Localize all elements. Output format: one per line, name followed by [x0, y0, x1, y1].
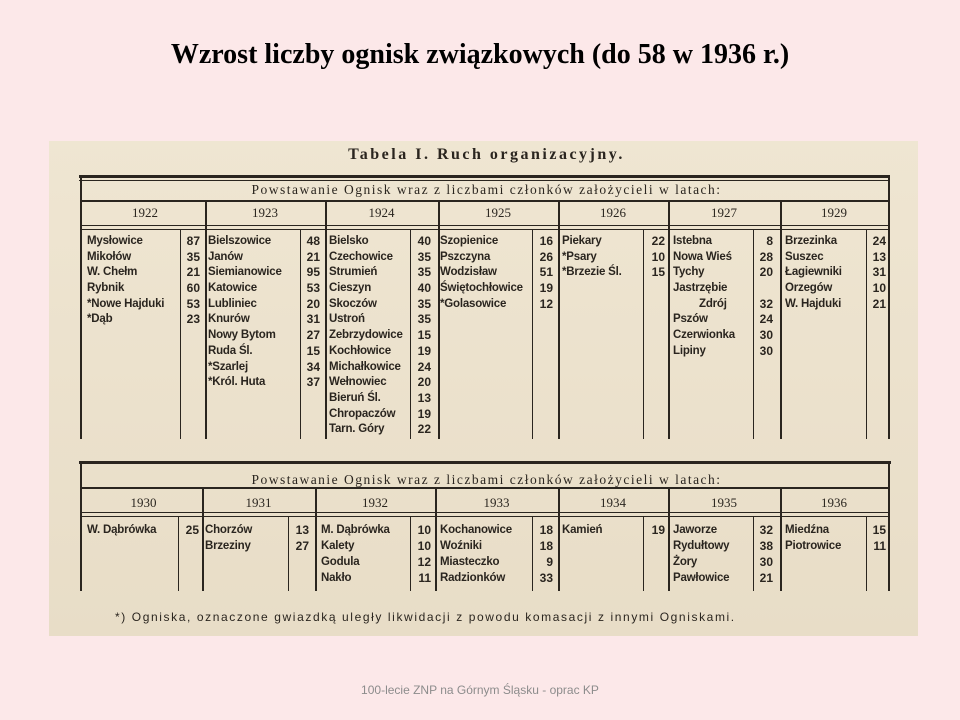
- section-header: Powstawanie Ognisk wraz z liczbami członków założycieli w latach:: [251, 472, 722, 487]
- ognisko-name: M. Dąbrówka: [321, 524, 390, 536]
- list-item: [440, 522, 560, 538]
- member-count: 9: [546, 555, 553, 569]
- member-count: 19: [417, 343, 431, 358]
- member-count: 15: [651, 265, 665, 280]
- ognisko-name: Pawłowice: [673, 572, 730, 584]
- member-count: 28: [759, 249, 773, 264]
- ognisko-name: Piekary: [562, 235, 602, 247]
- member-count: 24: [417, 359, 431, 374]
- member-count: 10: [651, 249, 665, 264]
- member-count: 30: [759, 343, 773, 358]
- ognisko-name: Brzeziny: [205, 540, 251, 552]
- member-count: 27: [295, 539, 309, 553]
- member-count: 18: [539, 539, 553, 553]
- ognisko-name: Nowy Bytom: [208, 329, 276, 342]
- ognisko-name: Lipiny: [673, 344, 706, 357]
- ognisko-name: *Dąb: [87, 313, 113, 326]
- ognisko-name: Suszec: [785, 250, 824, 263]
- ognisko-name: W. Dąbrówka: [87, 524, 157, 536]
- ognisko-name: Kalety: [321, 540, 355, 552]
- member-count: 19: [539, 281, 553, 296]
- table-border-left: [80, 461, 82, 591]
- member-count: 35: [417, 249, 431, 264]
- ognisko-name: Jaworze: [673, 524, 717, 536]
- year-column: [562, 522, 682, 538]
- member-count: 12: [417, 555, 431, 569]
- member-count: 32: [759, 296, 773, 311]
- member-count: 15: [417, 328, 431, 343]
- ognisko-name: Skoczów: [329, 297, 377, 310]
- ognisko-name: Radzionków: [440, 572, 506, 584]
- member-count: 11: [873, 539, 886, 553]
- ognisko-name: Chropaczów: [329, 407, 396, 420]
- ognisko-name: Czechowice: [329, 250, 393, 263]
- member-count: 21: [186, 265, 200, 280]
- list-item: [562, 522, 682, 538]
- ognisko-name: Tychy: [673, 266, 705, 279]
- member-count: 22: [651, 234, 665, 248]
- ognisko-name: Strumień: [329, 266, 378, 279]
- member-count: 10: [417, 523, 431, 537]
- ognisko-name: Knurów: [208, 313, 250, 326]
- year-header: 1936: [821, 495, 847, 510]
- member-count: 22: [417, 422, 431, 437]
- year-column: [87, 522, 207, 538]
- member-count: 33: [539, 571, 553, 585]
- member-count: 10: [872, 281, 886, 296]
- year-column: [321, 522, 441, 586]
- ognisko-name: Mysłowice: [87, 235, 143, 247]
- year-header: 1933: [483, 495, 510, 510]
- ognisko-name: Zebrzydowice: [329, 329, 403, 342]
- list-item: [440, 570, 560, 586]
- ognisko-name: Tarn. Góry: [329, 423, 385, 436]
- ognisko-name: Pszów: [673, 313, 708, 326]
- ognisko-name: Godula: [321, 556, 360, 568]
- ognisko-name: Bieruń Śl.: [329, 391, 381, 404]
- table-rule: [79, 461, 891, 464]
- ognisko-name: Janów: [208, 250, 243, 263]
- ognisko-name: Lubliniec: [208, 297, 257, 310]
- list-item: [785, 538, 905, 554]
- member-count: 21: [872, 296, 886, 311]
- member-count: 37: [306, 375, 320, 390]
- list-item: [205, 538, 325, 554]
- ognisko-name: *Brzezie Śl.: [562, 266, 622, 279]
- list-item: [673, 554, 793, 570]
- ognisko-name: Wełnowiec: [329, 376, 387, 389]
- ognisko-name: Pszczyna: [440, 250, 491, 263]
- member-count: 31: [306, 312, 320, 327]
- member-count: 23: [186, 312, 200, 327]
- ognisko-name: *Król. Huta: [208, 376, 266, 389]
- member-count: 16: [539, 234, 553, 248]
- member-count: 13: [417, 390, 431, 405]
- year-column: [673, 522, 793, 586]
- member-count: 38: [759, 539, 773, 553]
- ognisko-name: Czerwionka: [673, 329, 735, 342]
- ognisko-name: Mikołów: [87, 250, 131, 263]
- ognisko-name: Kochanowice: [440, 524, 512, 536]
- member-count: 35: [417, 265, 431, 280]
- member-count: 35: [186, 249, 200, 264]
- member-count: 34: [306, 359, 320, 374]
- member-count: 13: [295, 523, 309, 537]
- scanned-table-image: [49, 141, 918, 636]
- member-count: 87: [186, 234, 200, 248]
- ognisko-name: Nowa Wieś: [673, 250, 732, 263]
- member-count: 26: [539, 249, 553, 264]
- year-header: 1927: [711, 205, 737, 220]
- ognisko-name: W. Chełm: [87, 266, 138, 279]
- year-header: 1926: [600, 205, 626, 220]
- year-header: 1934: [600, 495, 626, 510]
- member-count: 48: [306, 234, 320, 248]
- ognisko-name: Szopienice: [440, 235, 499, 247]
- member-count: 10: [417, 539, 431, 553]
- year-header: 1931: [245, 495, 272, 510]
- section-header: Powstawanie Ognisk wraz z liczbami członków założycieli w latach:: [251, 182, 722, 197]
- table-caption: Tabela I. Ruch organizacyjny.: [348, 146, 625, 163]
- member-count: 15: [872, 523, 886, 537]
- ognisko-name: Brzezinka: [785, 235, 837, 247]
- member-count: 30: [759, 555, 773, 569]
- ognisko-name: Bielszowice: [208, 235, 271, 247]
- list-item: [321, 538, 441, 554]
- ognisko-name: Chorzów: [205, 524, 253, 536]
- ognisko-name: Katowice: [208, 282, 257, 295]
- year-header: 1922: [132, 205, 158, 220]
- year-header: 1923: [252, 205, 278, 220]
- member-count: 11: [418, 571, 431, 585]
- slide-title: Wzrost liczby ognisk związkowych (do 58 w 1936 r.): [170, 39, 790, 70]
- ognisko-name: Rybnik: [87, 282, 125, 295]
- member-count: 20: [759, 265, 773, 280]
- ognisko-name: Woźniki: [440, 540, 482, 552]
- ognisko-name: Piotrowice: [785, 540, 842, 552]
- ognisko-name: Kamień: [562, 524, 603, 536]
- ognisko-name: Cieszyn: [329, 282, 372, 295]
- table-section-bottom: [49, 141, 918, 636]
- ognisko-name: *Nowe Hajduki: [87, 297, 165, 310]
- member-count: 19: [417, 406, 431, 421]
- year-column: [440, 522, 560, 586]
- list-item: [205, 522, 325, 538]
- ognisko-name: Siemianowice: [208, 266, 282, 279]
- ognisko-name: W. Hajduki: [785, 297, 842, 310]
- member-count: 53: [186, 296, 200, 311]
- member-count: 35: [417, 312, 431, 327]
- member-count: 60: [186, 281, 200, 296]
- ognisko-name: Bielsko: [329, 235, 369, 247]
- member-count: 20: [306, 296, 320, 311]
- ognisko-name: Rydułtowy: [673, 540, 730, 552]
- ognisko-name: Wodzisław: [440, 266, 497, 279]
- member-count: 30: [759, 328, 773, 343]
- ognisko-name: Nakło: [321, 572, 352, 584]
- year-column: [205, 522, 325, 554]
- member-count: 21: [306, 249, 320, 264]
- ognisko-name: *Szarlej: [208, 360, 248, 373]
- member-count: 53: [306, 281, 320, 296]
- list-item: [321, 522, 441, 538]
- ognisko-name: Jastrzębie: [673, 282, 728, 295]
- ognisko-name: Łagiewniki: [785, 266, 842, 279]
- list-item: [673, 538, 793, 554]
- ognisko-name: Ruda Śl.: [208, 344, 253, 357]
- member-count: 51: [539, 265, 553, 280]
- member-count: 24: [872, 234, 886, 248]
- ognisko-name: Zdrój: [699, 297, 727, 310]
- ognisko-name: Świętochłowice: [440, 282, 523, 295]
- member-count: 20: [417, 375, 431, 390]
- member-count: 24: [759, 312, 773, 327]
- ognisko-name: Ustroń: [329, 313, 365, 326]
- list-item: [87, 522, 207, 538]
- member-count: 40: [417, 234, 431, 248]
- list-item: [440, 538, 560, 554]
- member-count: 31: [872, 265, 886, 280]
- member-count: 15: [306, 343, 320, 358]
- member-count: 32: [759, 523, 773, 537]
- slide-footer: 100-lecie ZNP na Górnym Śląsku - oprac KP: [361, 683, 599, 697]
- member-count: 35: [417, 296, 431, 311]
- member-count: 19: [651, 523, 665, 537]
- ognisko-name: Istebna: [673, 235, 712, 247]
- year-header: 1932: [362, 495, 388, 510]
- year-header: 1930: [130, 495, 157, 510]
- ognisko-name: *Psary: [562, 250, 597, 263]
- list-item: [321, 554, 441, 570]
- list-item: [440, 554, 560, 570]
- member-count: 95: [306, 265, 320, 280]
- ognisko-name: Miedźna: [785, 524, 829, 536]
- member-count: 12: [539, 296, 553, 311]
- list-item: [321, 570, 441, 586]
- list-item: [673, 570, 793, 586]
- member-count: 21: [759, 571, 773, 585]
- list-item: [785, 522, 905, 538]
- ognisko-name: Michałkowice: [329, 360, 401, 373]
- year-header: 1935: [711, 495, 737, 510]
- year-header: 1924: [368, 205, 395, 220]
- ognisko-name: Orzegów: [785, 282, 833, 295]
- year-header: 1929: [821, 205, 847, 220]
- ognisko-name: Kochłowice: [329, 344, 391, 357]
- year-column: [785, 522, 905, 554]
- member-count: 25: [185, 523, 199, 537]
- ognisko-name: *Golasowice: [440, 297, 507, 310]
- member-count: 18: [539, 523, 553, 537]
- year-header: 1925: [485, 205, 511, 220]
- member-count: 13: [872, 249, 886, 264]
- member-count: 8: [766, 234, 773, 248]
- ognisko-name: Miasteczko: [440, 556, 500, 568]
- list-item: [673, 522, 793, 538]
- member-count: 27: [306, 328, 320, 343]
- member-count: 40: [417, 281, 431, 296]
- ognisko-name: Żory: [673, 556, 698, 568]
- table-footnote: *) Ogniska, oznaczone gwiazdką uległy likwidacji z powodu komasacji z innymi Ogniskami.: [115, 610, 736, 624]
